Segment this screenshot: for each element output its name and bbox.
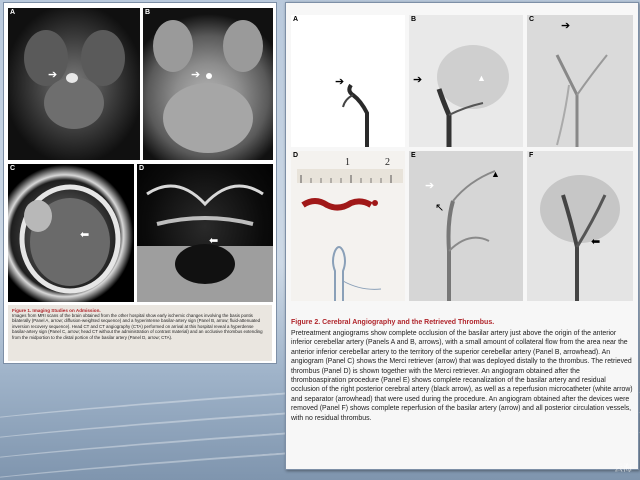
figure-2-panel: [285, 2, 639, 470]
panel-label-c: C: [529, 16, 535, 23]
arrow-icon: ⬅: [209, 235, 219, 247]
mri-image-a: [8, 8, 140, 160]
angiogram-vessel: [291, 15, 405, 147]
figure-2-title: Figure 2. Cerebral Angiography and the Retrieved Thrombus.: [291, 319, 495, 326]
angiogram-vessel: [527, 151, 633, 301]
angiogram-f: [527, 151, 633, 301]
arrow-icon: ⬅: [80, 229, 90, 241]
panel-label-d: D: [293, 152, 299, 159]
figure-1-title: Figure 1. Imaging Studies on Admission.: [12, 308, 101, 313]
ruler-label-1: 1: [345, 157, 350, 168]
arrow-icon: ➔: [561, 20, 571, 32]
arrowhead-icon: ▲: [477, 73, 486, 83]
ct-image-c: [8, 164, 134, 302]
figure-1-caption: [8, 305, 272, 361]
panel-label-a: A: [10, 9, 16, 16]
figure-1-caption-text: Images from MRI scans of the brain obtained from the other hospital show early ischemic changes involving the basis pontis bilaterally (Panel A, arrow; diffusion-weighted sequence) and a hyperintense basilar-artery sign (Panel B, arrow; fluid-attenuated inversion recovery sequence). Head CT and CT angiography (CTA) performed on arrival at this hospital reveal a hyperdense basilar-artery sign (Panel C, arrow; head CT without the administration of contrast material) and an occlusive thrombus extending from the midportion to the distal portion of the basilar artery (Panel D, arrow; CTA).: [12, 313, 263, 340]
arrow-icon: ➔: [335, 76, 345, 88]
angiogram-vessel: [409, 151, 523, 301]
ct-skull-shape: [8, 164, 134, 302]
cta-vessel-shape: [137, 164, 273, 302]
panel-label-a: A: [293, 16, 299, 23]
mri-brain-shape: [143, 8, 273, 160]
mri-image-b: [143, 8, 273, 160]
thrombus-photo-d: [291, 151, 405, 301]
arrow-icon: ➔: [425, 180, 435, 192]
panel-label-b: B: [411, 16, 417, 23]
panel-label-e: E: [411, 152, 416, 159]
panel-label-f: F: [529, 152, 534, 159]
panel-label-d: D: [139, 165, 145, 172]
panel-label-c: C: [10, 165, 16, 172]
arrow-icon: ➔: [413, 74, 423, 86]
watermark-logo: 云海: [613, 463, 632, 473]
arrow-icon: ➔: [191, 69, 201, 81]
figure-2-caption: [291, 319, 633, 423]
angiogram-a: [291, 15, 405, 147]
arrowhead-icon: ▲: [491, 169, 500, 179]
arrow-icon: ↖: [435, 202, 445, 214]
arrow-icon: ⬅: [591, 236, 601, 248]
angiogram-vessel: [527, 15, 633, 147]
angiogram-vessel: [409, 15, 523, 147]
panel-label-b: B: [145, 9, 151, 16]
mri-brain-shape: [8, 8, 140, 160]
figure-2-caption-text: Pretreatment angiograms show complete occlusion of the basilar artery just above the origin of the anterior inferior cerebellar artery (Panels A and B, arrows), with a small amount of collateral flow from the area near the anterior inferior cerebellar artery to the territory of the superior cerebellar artery (Panel B, arrowhead). An angiogram (Panel C) shows the Merci retriever (arrow) that was deployed distally to the thrombus. The retrieved thrombus (Panel D) is shown together with the Merci retriever. An angiogram obtained after the thromboaspiration procedure (Panel E) shows complete recanalization of the basilar artery and residual occlusion of the right posterior cerebral artery (black arrow), as well as a reperfusion microcatheter (white arrow) and separator (arrowhead) that were used during the procedure. An angiogram obtained after the devices were removed (Panel F) shows complete reperfusion of the basilar artery (arrow) and all posterior circulation vessels, with no residual thrombus.: [291, 330, 633, 422]
arrow-icon: ➔: [48, 69, 58, 81]
ruler-and-thrombus: [291, 151, 405, 301]
cta-image-d: [137, 164, 273, 302]
figure-1-panel: [3, 2, 277, 364]
angiogram-e: [409, 151, 523, 301]
angiogram-c: [527, 15, 633, 147]
ruler-label-2: 2: [385, 157, 390, 168]
angiogram-b: [409, 15, 523, 147]
